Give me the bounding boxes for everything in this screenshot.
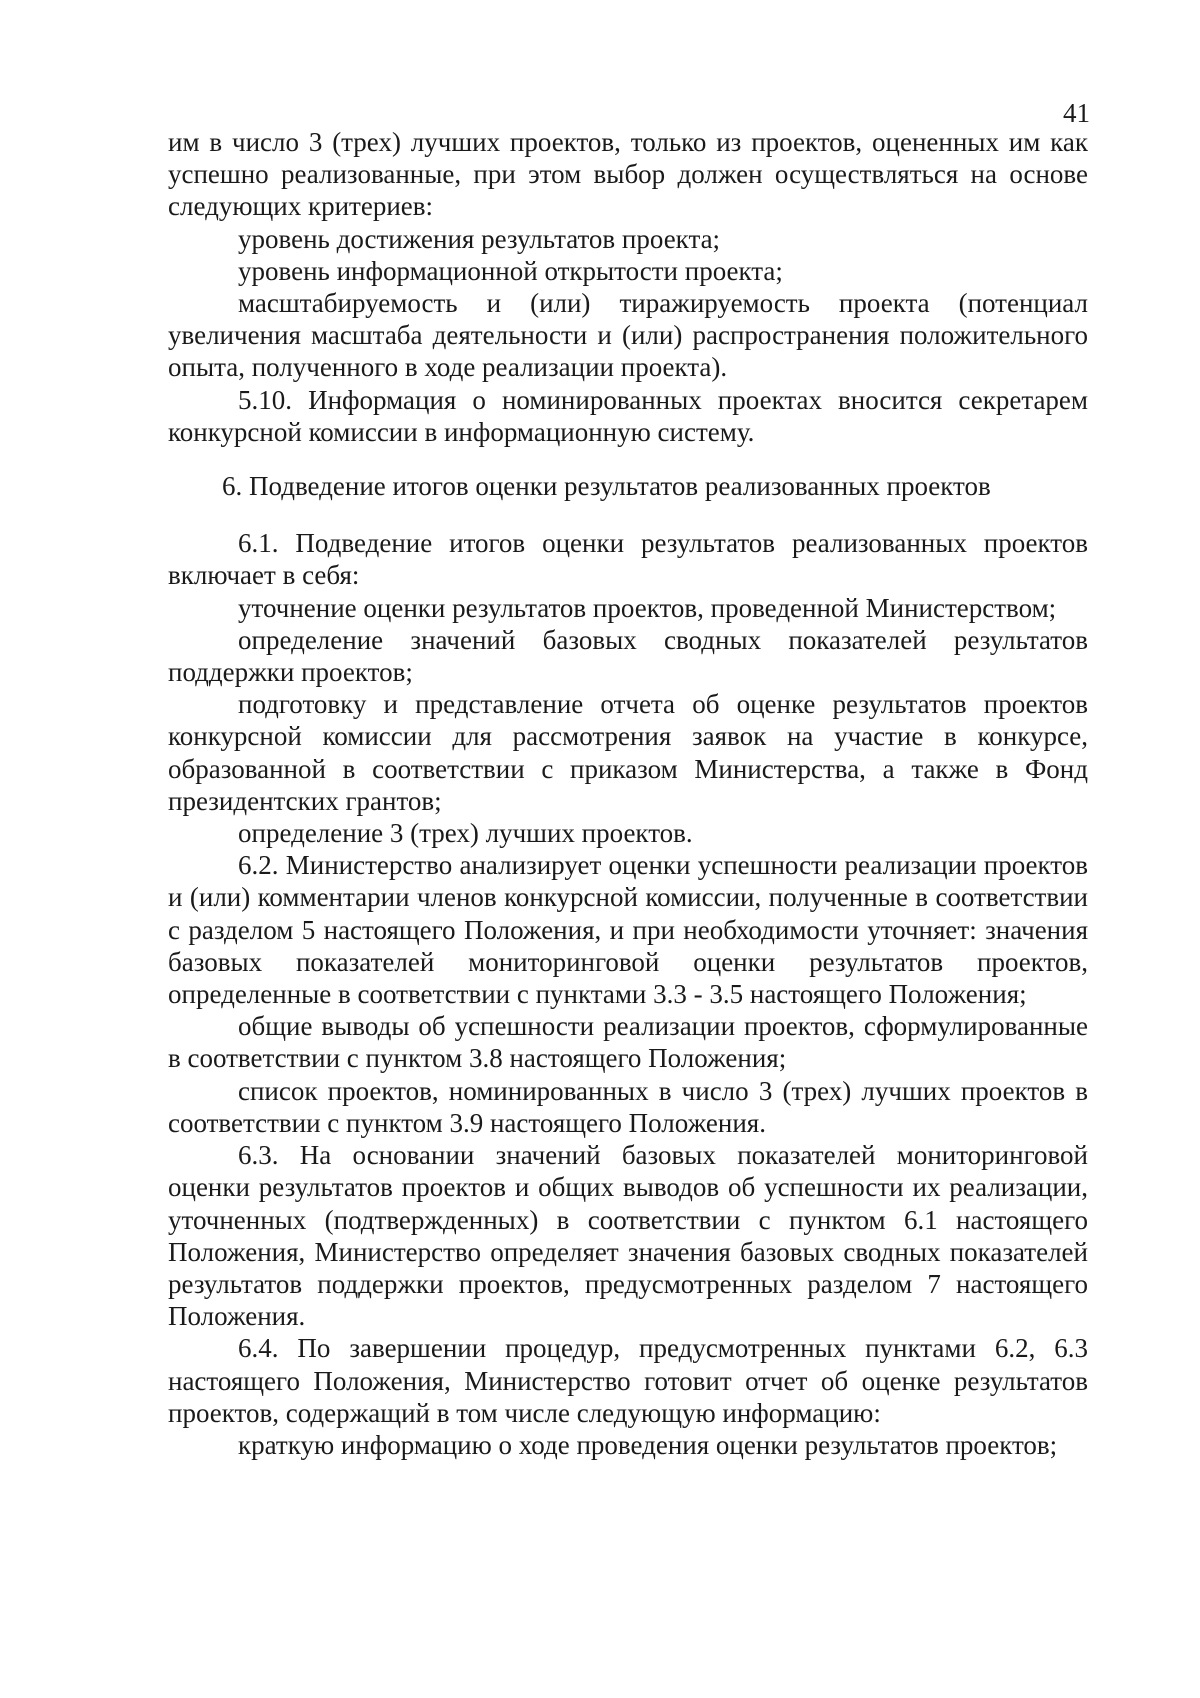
document-body bbox=[168, 126, 1088, 1461]
list-item: определение значений базовых сводных показателей результатов поддержки проектов; bbox=[168, 624, 1088, 688]
criteria-item: масштабируемость и (или) тиражируемость проекта (потенциал увеличения масштаба деятельности и (или) распространения положительного опыта, полученного в ходе реализации проекта). bbox=[168, 288, 1088, 383]
paragraph: 6.2. Министерство анализирует оценки успешности реализации проектов и (или) комментарии членов конкурсной комиссии, полученные в соответствии с разделом 5 настоящего Положения, и при необходимости уточняет: значения базовых показателей мониторинговой оценки результатов проектов, определенные в соответствии с пунктами 3.3 - 3.5 настоящего Положения; bbox=[168, 850, 1088, 1010]
list-item: список проектов, номинированных в число 3 (трех) лучших проектов в соответствии с пунктом 3.9 настоящего Положения. bbox=[168, 1075, 1088, 1138]
list-item: определение 3 (трех) лучших проектов. bbox=[238, 818, 693, 849]
section-heading: 6. Подведение итогов оценки результатов реализованных проектов bbox=[222, 471, 991, 502]
paragraph: 5.10. Информация о номинированных проектах вносится секретарем конкурсной комиссии в информационную систему. bbox=[168, 384, 1088, 447]
paragraph: им в число 3 (трех) лучших проектов, только из проектов, оцененных им как успешно реализованные, при этом выбор должен осуществляться на основе следующих критериев: bbox=[168, 127, 1088, 222]
list-item: краткую информацию о ходе проведения оценки результатов проектов; bbox=[238, 1429, 1058, 1460]
page-number: 41 bbox=[1063, 98, 1090, 128]
paragraph: 6.3. На основании значений базовых показателей мониторинговой оценки результатов проектов и общих выводов об успешности их реализации, уточненных (подтвержденных) в соответствии с пунктом 6.1 настоящего Положения, Министерство определяет значения базовых сводных показателей результатов поддержки проектов, предусмотренных разделом 7 настоящего Положения. bbox=[168, 1140, 1088, 1332]
list-item: подготовку и представление отчета об оценке результатов проектов конкурсной комиссии для рассмотрения заявок на участие в конкурсе, образованной в соответствии с приказом Министерства, а также в Фонд президентских грантов; bbox=[168, 689, 1088, 816]
list-item: общие выводы об успешности реализации проектов, сформулированные в соответствии с пунктом 3.8 настоящего Положения; bbox=[168, 1011, 1088, 1074]
list-item: уточнение оценки результатов проектов, проведенной Министерством; bbox=[238, 592, 1057, 623]
criteria-item: уровень достижения результатов проекта; bbox=[238, 223, 721, 254]
paragraph: 6.1. Подведение итогов оценки результатов реализованных проектов включает в себя: bbox=[168, 528, 1088, 591]
criteria-item: уровень информационной открытости проекта; bbox=[238, 255, 783, 286]
paragraph: 6.4. По завершении процедур, предусмотренных пунктами 6.2, 6.3 настоящего Положения, Министерство готовит отчет об оценке результатов проектов, содержащий в том числе следующую информацию: bbox=[168, 1333, 1088, 1428]
